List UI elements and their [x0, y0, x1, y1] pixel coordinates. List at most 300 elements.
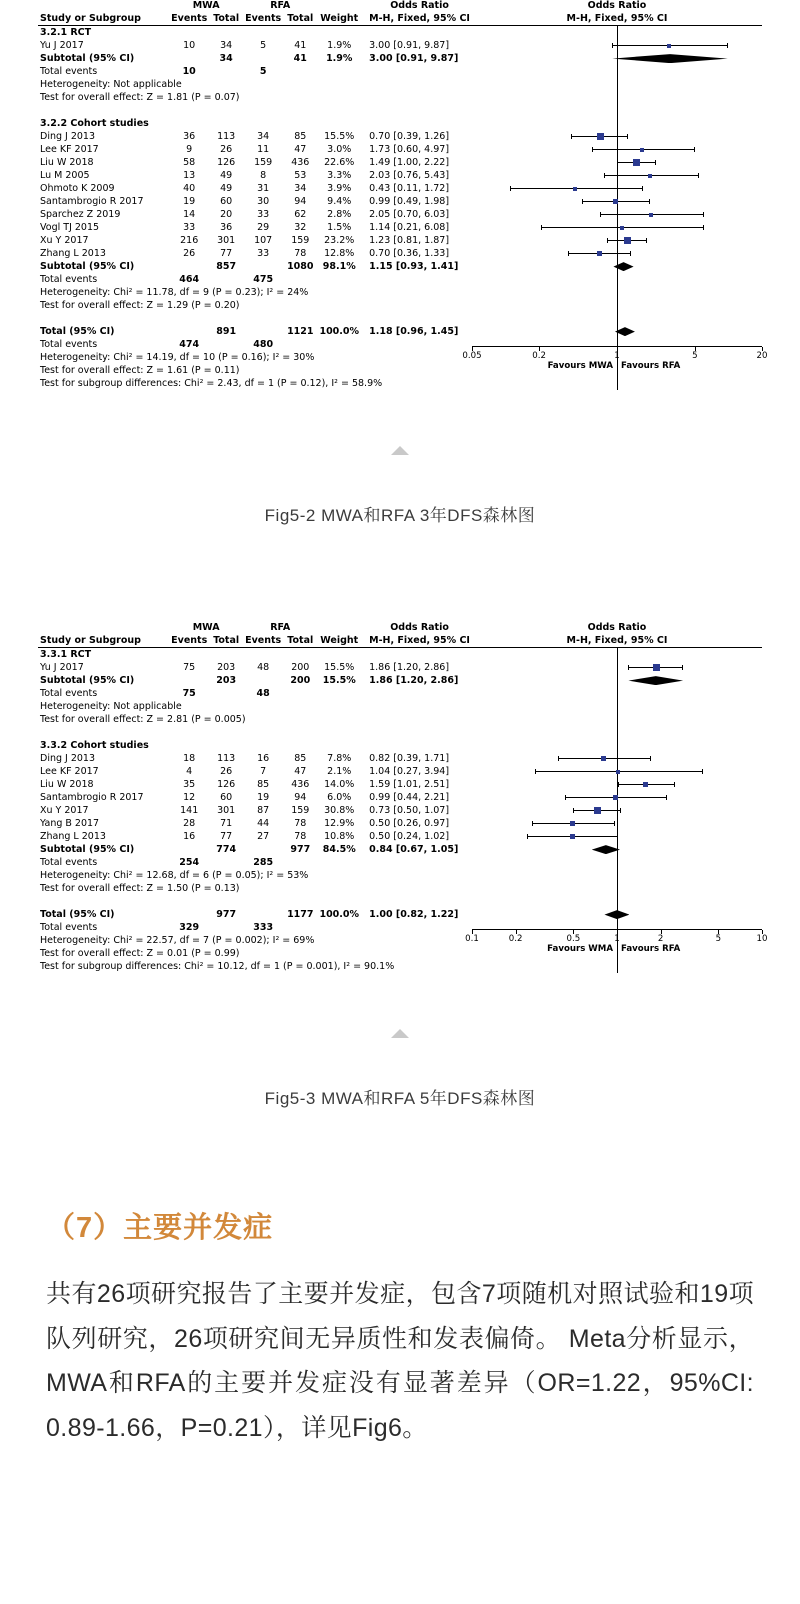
cell-events-mwa: 14 [183, 208, 196, 220]
cell-odds-ratio: 1.04 [0.27, 3.94] [369, 765, 450, 777]
cell-weight: 3.0% [327, 143, 352, 155]
cell-weight: 15.5% [324, 130, 355, 142]
subgroup-label: 3.2.2 Cohort studies [40, 117, 149, 129]
summary-diamond [628, 676, 683, 685]
effect-size-marker [643, 782, 648, 787]
axis-null-line [617, 856, 618, 869]
cell-total-rfa: 1121 [287, 325, 314, 337]
cell-study: Xu Y 2017 [40, 804, 89, 816]
forest-plot-cell [472, 39, 762, 52]
empty-cell [209, 856, 243, 869]
forest-plot-cell [472, 312, 762, 325]
table-row [38, 661, 762, 674]
cell-total-mwa: 77 [220, 830, 233, 842]
group-header-rfa: RFA [270, 622, 291, 634]
empty-cell [361, 856, 472, 869]
forest-plot-cell [472, 247, 762, 260]
effect-size-marker [616, 770, 620, 774]
cell-odds-ratio: 0.82 [0.39, 1.71] [369, 752, 450, 764]
cell-odds-ratio: 3.00 [0.91, 9.87] [369, 39, 450, 51]
statistics-note: Test for subgroup differences: Chi² = 2.43, df = 1 (P = 0.12), I² = 58.9% [40, 377, 383, 389]
empty-cell [317, 338, 361, 351]
note-label: Total events [40, 273, 98, 285]
or-top-header: Odds Ratio [390, 0, 449, 11]
figure-caption-fig5-2: Fig5-2 MWA和RFA 3年DFS森林图 [264, 506, 536, 526]
cell-total-mwa: 891 [216, 325, 237, 337]
forest-plot-cell [472, 778, 762, 791]
total-events-rfa: 333 [253, 921, 274, 933]
forest-plot-cell [472, 156, 762, 169]
cell-study: Zhang L 2013 [40, 830, 106, 842]
cell-weight: 22.6% [324, 156, 355, 168]
cell-total-rfa: 436 [291, 156, 310, 168]
cell-events-rfa: 85 [257, 778, 270, 790]
subgroup-header-row [38, 739, 762, 752]
cell-odds-ratio: 0.73 [0.50, 1.07] [369, 804, 450, 816]
empty-cell [283, 921, 317, 934]
summary-diamond [592, 845, 620, 854]
total-events-mwa: 75 [182, 687, 196, 699]
cell-events-rfa: 48 [257, 661, 270, 673]
cell-total-mwa: 126 [217, 156, 236, 168]
figure-fig5-3 [0, 622, 800, 1109]
cell-total-rfa: 977 [290, 843, 311, 855]
effect-size-marker [613, 795, 618, 800]
spacer-row [38, 726, 762, 739]
cell-total-rfa: 159 [291, 804, 310, 816]
effect-size-marker [649, 213, 653, 217]
table-note-row [38, 286, 762, 299]
cell-weight: 12.9% [324, 817, 355, 829]
spacer-row [38, 312, 762, 325]
empty-cell [317, 921, 361, 934]
axis-tick-label: 0.05 [462, 351, 482, 362]
axis-tick-label: 0.2 [532, 351, 546, 362]
forest-plot-cell [472, 700, 762, 713]
empty-cell [209, 338, 243, 351]
cell-events-rfa [243, 260, 283, 273]
statistics-note: Heterogeneity: Chi² = 22.57, df = 7 (P = 0.002); I² = 69% [40, 934, 315, 946]
cell-events-rfa: 33 [257, 208, 270, 220]
cell-total-mwa: 203 [217, 661, 236, 673]
cell-odds-ratio: 1.86 [1.20, 2.86] [369, 661, 450, 673]
forest-plot-cell [472, 687, 762, 700]
cell-total-rfa: 159 [291, 234, 310, 246]
empty-cell [38, 312, 472, 325]
cell-study: Zhang L 2013 [40, 247, 106, 259]
note-label: Total events [40, 65, 98, 77]
axis-null-line [617, 700, 618, 713]
forest-table-body-3year [38, 26, 762, 391]
cell-weight: 1.5% [327, 221, 352, 233]
table-note-row [38, 78, 762, 91]
cell-weight: 15.5% [322, 674, 356, 686]
cell-weight: 98.1% [322, 260, 356, 272]
cell-total-mwa: 203 [216, 674, 237, 686]
effect-size-marker [601, 756, 606, 761]
axis-null-line [617, 817, 618, 830]
table-row [38, 325, 762, 338]
axis-tick-label: 2 [657, 934, 664, 945]
col-header-events-rfa: Events [245, 12, 282, 24]
favours-left-label: Favours WMA [547, 944, 613, 955]
cell-weight: 6.0% [327, 791, 352, 803]
empty-cell [38, 0, 169, 13]
forest-plot-cell [472, 117, 762, 130]
axis-null-line [617, 661, 618, 674]
cell-total-rfa: 85 [294, 130, 307, 142]
axis-null-line [617, 739, 618, 752]
axis-tick-label: 10 [756, 934, 768, 945]
cell-study: Total (95% CI) [40, 908, 115, 920]
statistics-note: Heterogeneity: Chi² = 14.19, df = 10 (P = 0.16); I² = 30% [40, 351, 315, 363]
cell-events-mwa: 141 [180, 804, 199, 816]
table-row [38, 804, 762, 817]
cell-weight: 14.0% [324, 778, 355, 790]
forest-plot-cell [472, 908, 762, 921]
cell-events-rfa: 159 [254, 156, 273, 168]
cell-events-rfa: 11 [257, 143, 270, 155]
note-label: Total events [40, 856, 98, 868]
favours-right-label: Favours RFA [621, 944, 681, 955]
effect-size-marker [597, 133, 604, 140]
cell-odds-ratio: 2.05 [0.70, 6.03] [369, 208, 450, 220]
table-row [38, 130, 762, 143]
total-events-mwa: 464 [179, 273, 200, 285]
cell-study: Ohmoto K 2009 [40, 182, 115, 194]
cell-total-mwa: 60 [220, 791, 233, 803]
table-row [38, 208, 762, 221]
forest-plot-cell [472, 791, 762, 804]
table-row [38, 156, 762, 169]
cell-total-mwa: 126 [217, 778, 236, 790]
cell-total-mwa: 857 [216, 260, 237, 272]
forest-plot-5year [38, 622, 768, 973]
cell-total-mwa: 977 [216, 908, 237, 920]
total-events-mwa: 329 [179, 921, 200, 933]
cell-weight: 3.9% [327, 182, 352, 194]
col-header-study: Study or Subgroup [40, 12, 141, 24]
favours-left-label: Favours MWA [547, 361, 613, 372]
cell-study: Liu W 2018 [40, 778, 94, 790]
forest-plot-cell [472, 299, 762, 312]
text-section-complications [0, 1205, 800, 1450]
empty-cell [283, 65, 317, 78]
forest-plot-cell [472, 882, 762, 895]
axis-tick-label: 5 [715, 934, 722, 945]
cell-total-mwa: 36 [220, 221, 233, 233]
cell-odds-ratio: 3.00 [0.91, 9.87] [369, 52, 459, 64]
total-events-rfa: 480 [253, 338, 274, 350]
cell-weight: 9.4% [327, 195, 352, 207]
cell-odds-ratio: 1.49 [1.00, 2.22] [369, 156, 450, 168]
cell-events-mwa: 33 [183, 221, 196, 233]
total-events-rfa: 48 [256, 687, 270, 699]
cell-weight: 23.2% [324, 234, 355, 246]
subgroup-header-row [38, 117, 762, 130]
total-events-mwa: 474 [179, 338, 200, 350]
cell-weight: 15.5% [324, 661, 355, 673]
table-row [38, 260, 762, 273]
axis-null-line [617, 286, 618, 299]
cell-events-mwa [169, 325, 209, 338]
forest-plot-cell [472, 713, 762, 726]
group-header-rfa: RFA [270, 0, 291, 11]
cell-study: Liu W 2018 [40, 156, 94, 168]
table-row [38, 234, 762, 247]
note-label: Total events [40, 687, 98, 699]
forest-table-body-5year [38, 648, 762, 974]
cell-events-rfa: 27 [257, 830, 270, 842]
total-events-mwa: 10 [182, 65, 196, 77]
cell-study: Yang B 2017 [40, 817, 100, 829]
forest-plot-cell [472, 234, 762, 247]
cell-study: Sparchez Z 2019 [40, 208, 121, 220]
forest-plot-cell [472, 830, 762, 843]
cell-total-rfa: 200 [291, 661, 310, 673]
cell-total-mwa: 774 [216, 843, 237, 855]
cell-study: Subtotal (95% CI) [40, 52, 135, 64]
axis-tick-label: 0.2 [508, 934, 523, 945]
statistics-note: Test for overall effect: Z = 1.81 (P = 0.07) [40, 91, 240, 103]
cell-events-mwa: 35 [183, 778, 196, 790]
cell-total-rfa: 94 [294, 791, 307, 803]
axis-scale-bar [465, 929, 768, 955]
col-header-events-rfa: Events [245, 634, 282, 646]
axis-tick-label: 5 [692, 351, 698, 362]
axis-null-line [617, 273, 618, 286]
cell-total-rfa: 1080 [287, 260, 314, 272]
cell-events-rfa: 44 [257, 817, 270, 829]
cell-events-mwa: 58 [183, 156, 196, 168]
table-note-row [38, 960, 762, 973]
cell-study: Santambrogio R 2017 [40, 791, 144, 803]
cell-events-mwa [169, 674, 209, 687]
forest-plot-cell [472, 661, 762, 674]
axis-null-line [617, 895, 618, 908]
cell-odds-ratio: 1.00 [0.82, 1.22] [369, 908, 459, 920]
spacer-row [38, 104, 762, 117]
cell-total-rfa: 1177 [287, 908, 314, 920]
empty-cell [283, 273, 317, 286]
cell-weight: 30.8% [324, 804, 355, 816]
cell-total-rfa: 436 [291, 778, 310, 790]
forest-plot-cell [472, 804, 762, 817]
cell-total-mwa: 34 [220, 39, 233, 51]
cell-study: Lee KF 2017 [40, 765, 99, 777]
empty-cell [361, 338, 472, 351]
axis-null-line [617, 65, 618, 78]
cell-odds-ratio: 1.23 [0.81, 1.87] [369, 234, 450, 246]
cell-total-mwa: 34 [219, 52, 233, 64]
cell-odds-ratio: 0.50 [0.26, 0.97] [369, 817, 450, 829]
empty-cell [283, 338, 317, 351]
effect-size-marker [648, 174, 652, 178]
cell-events-rfa [243, 843, 283, 856]
col-header-events-mwa: Events [171, 12, 208, 24]
forest-plot-cell [472, 169, 762, 182]
total-events-rfa: 285 [253, 856, 274, 868]
cell-weight: 12.8% [324, 247, 355, 259]
total-events-rfa: 5 [259, 65, 267, 77]
table-row [38, 674, 762, 687]
cell-total-mwa: 301 [217, 804, 236, 816]
cell-odds-ratio: 0.70 [0.36, 1.33] [369, 247, 450, 259]
table-row [38, 843, 762, 856]
axis-tick-label: 0.5 [566, 934, 581, 945]
table-group-header-row [38, 0, 762, 13]
table-note-row [38, 273, 762, 286]
forest-plot-cell [472, 104, 762, 117]
forest-plot-3year [38, 0, 768, 390]
cell-total-mwa: 26 [220, 765, 233, 777]
group-header-mwa: MWA [192, 622, 220, 634]
cell-weight: 1.9% [326, 52, 353, 64]
table-column-header-row [38, 635, 762, 648]
cell-events-rfa [243, 325, 283, 338]
cell-study: Xu Y 2017 [40, 234, 89, 246]
forest-plot-cell [472, 895, 762, 908]
empty-cell [317, 65, 361, 78]
forest-plot-cell [472, 26, 762, 40]
cell-study: Lee KF 2017 [40, 143, 99, 155]
table-note-row [38, 377, 762, 390]
cell-total-rfa: 78 [294, 817, 307, 829]
figure-caption-fig5-3: Fig5-3 MWA和RFA 5年DFS森林图 [264, 1089, 536, 1109]
or-top-header: Odds Ratio [390, 622, 449, 634]
cell-total-rfa: 41 [293, 52, 307, 64]
table-row [38, 817, 762, 830]
cell-events-rfa: 33 [257, 247, 270, 259]
axis-tick-label: 1 [614, 934, 620, 945]
cell-events-mwa: 28 [183, 817, 196, 829]
table-row [38, 221, 762, 234]
forest-plot-cell [472, 752, 762, 765]
axis-null-line [617, 104, 618, 117]
cell-odds-ratio: 0.50 [0.24, 1.02] [369, 830, 450, 842]
cell-odds-ratio: 1.14 [0.21, 6.08] [369, 221, 450, 233]
empty-cell [283, 856, 317, 869]
cell-study: Ding J 2013 [40, 130, 96, 142]
summary-diamond [615, 327, 635, 336]
cell-events-mwa [169, 52, 209, 65]
cell-weight: 100.0% [319, 908, 360, 920]
axis-null-line [617, 648, 618, 661]
effect-size-marker [570, 821, 575, 826]
table-note-row [38, 65, 762, 78]
cell-events-rfa: 31 [257, 182, 270, 194]
cell-total-mwa: 113 [217, 752, 236, 764]
cell-total-rfa: 32 [294, 221, 307, 233]
cell-total-mwa: 49 [220, 169, 233, 181]
cell-odds-ratio: 0.84 [0.67, 1.05] [369, 843, 459, 855]
table-row [38, 52, 762, 65]
axis-null-line [617, 312, 618, 325]
table-row [38, 908, 762, 921]
empty-cell [361, 65, 472, 78]
cell-total-rfa: 85 [294, 752, 307, 764]
forest-table-3year [38, 0, 762, 390]
effect-size-marker [620, 226, 624, 230]
empty-cell [283, 687, 317, 700]
statistics-note: Test for overall effect: Z = 0.01 (P = 0.99) [40, 947, 240, 959]
subgroup-header-row [38, 648, 762, 662]
cell-study: Subtotal (95% CI) [40, 843, 135, 855]
col-header-plot-model: M-H, Fixed, 95% CI [566, 12, 668, 24]
forest-plot-cell [472, 52, 762, 65]
group-header-mwa: MWA [192, 0, 220, 11]
cell-events-rfa [243, 908, 283, 921]
empty-cell [317, 0, 361, 13]
table-row [38, 247, 762, 260]
axis-null-line [617, 713, 618, 726]
cell-events-rfa: 16 [257, 752, 270, 764]
axis-null-line [617, 882, 618, 895]
cell-weight: 3.3% [327, 169, 352, 181]
axis-null-line [617, 960, 618, 973]
statistics-note: Test for overall effect: Z = 1.50 (P = 0.13) [40, 882, 240, 894]
cell-total-mwa: 60 [220, 195, 233, 207]
total-events-rfa: 475 [253, 273, 274, 285]
forest-axis-5year [465, 927, 768, 955]
forest-plot-cell [472, 765, 762, 778]
cell-events-rfa: 87 [257, 804, 270, 816]
statistics-note: Heterogeneity: Not applicable [40, 700, 182, 712]
effect-size-marker [640, 148, 644, 152]
forest-plot-cell [472, 739, 762, 752]
cell-weight: 2.8% [327, 208, 352, 220]
col-header-total-mwa: Total [213, 12, 240, 24]
table-note-row [38, 882, 762, 895]
empty-cell [317, 273, 361, 286]
cell-total-mwa: 20 [220, 208, 233, 220]
cell-events-mwa [169, 260, 209, 273]
subgroup-label: 3.3.1 RCT [40, 648, 92, 660]
cell-odds-ratio: 2.03 [0.76, 5.43] [369, 169, 450, 181]
statistics-note: Test for subgroup differences: Chi² = 10.12, df = 1 (P = 0.001), I² = 90.1% [40, 960, 395, 972]
cell-events-mwa: 9 [186, 143, 193, 155]
section-paragraph: 共有26项研究报告了主要并发症，包含7项随机对照试验和19项队列研究，26项研究间无异质性和发表偏倚。 Meta分析显示，MWA和RFA的主要并发症没有显著差异（OR=1.22，95%CI: 0.89-1.66，P=0.21），详见Fig6。 [46, 1280, 754, 1442]
cell-total-rfa: 62 [294, 208, 307, 220]
cell-study: Total (95% CI) [40, 325, 115, 337]
subgroup-label: 3.2.1 RCT [40, 26, 92, 38]
forest-plot-cell [472, 221, 762, 234]
section-title: （7）主要并发症 [46, 1212, 274, 1245]
cell-total-mwa: 71 [220, 817, 233, 829]
effect-size-marker [624, 237, 631, 244]
effect-size-marker [570, 834, 575, 839]
cell-events-mwa: 75 [183, 661, 196, 673]
cell-odds-ratio: 0.70 [0.39, 1.26] [369, 130, 450, 142]
table-column-header-row [38, 13, 762, 26]
cell-weight: 84.5% [322, 843, 356, 855]
table-row [38, 195, 762, 208]
table-note-row [38, 700, 762, 713]
forest-plot-cell [472, 78, 762, 91]
empty-cell [317, 687, 361, 700]
cell-odds-ratio: 1.73 [0.60, 4.97] [369, 143, 450, 155]
axis-null-line [617, 117, 618, 130]
axis-null-line [617, 687, 618, 700]
forest-plot-cell [472, 260, 762, 273]
forest-plot-cell [472, 273, 762, 286]
cell-study: Yu J 2017 [40, 661, 84, 673]
axis-null-line [617, 91, 618, 104]
cell-weight: 10.8% [324, 830, 355, 842]
axis-null-line [617, 377, 618, 390]
empty-cell [361, 921, 472, 934]
cell-total-rfa: 200 [290, 674, 311, 686]
